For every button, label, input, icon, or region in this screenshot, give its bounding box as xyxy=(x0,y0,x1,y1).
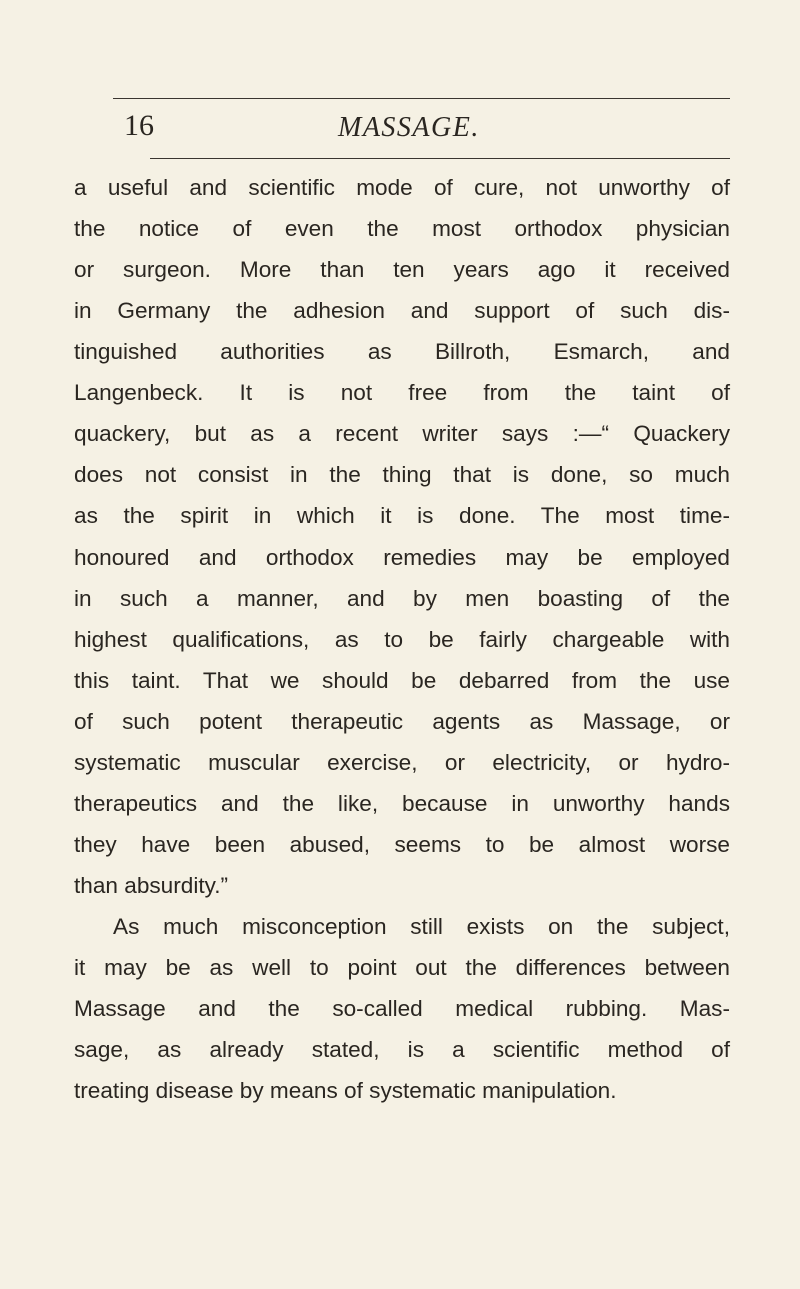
text-line: Langenbeck. It is not free from the taint of xyxy=(74,380,730,406)
text-line: does not consist in the thing that is done, so much xyxy=(74,462,730,488)
text-line: they have been abused, seems to be almost worse xyxy=(74,831,730,857)
text-line: honoured and orthodox remedies may be employed xyxy=(74,544,730,570)
text-line: it may be as well to point out the differences between xyxy=(74,954,730,980)
text-line: sage, as already stated, is a scientific method of xyxy=(74,1037,730,1062)
text-line: a useful and scientific mode of cure, not unworthy of xyxy=(74,175,730,200)
text-line: therapeutics and the like, because in unworthy hands xyxy=(74,790,730,816)
text-line: systematic muscular exercise, or electricity, or hydro- xyxy=(74,749,730,775)
text-line: or surgeon. More than ten years ago it received xyxy=(74,257,730,283)
text-line: than absurdity.” xyxy=(74,872,229,898)
text-line: as the spirit in which it is done. The most time- xyxy=(74,503,730,529)
header-rule-bottom xyxy=(150,158,730,159)
text-line: the notice of even the most orthodox physician xyxy=(74,216,730,242)
text-line: As much misconception still exists on the subject, xyxy=(113,913,730,939)
text-line: Massage and the so-called medical rubbing. Mas- xyxy=(74,996,730,1021)
text-line: tinguished authorities as Billroth, Esmarch, and xyxy=(74,339,730,365)
text-line: quackery, but as a recent writer says :—“ Quackery xyxy=(74,421,730,447)
text-line: in such a manner, and by men boasting of the xyxy=(74,585,730,611)
text-line: treating disease by means of systematic manipulation. xyxy=(74,1078,617,1104)
page-number: 16 xyxy=(124,109,154,142)
running-title: MASSAGE. xyxy=(338,112,480,143)
text-line: in Germany the adhesion and support of such dis- xyxy=(74,298,730,324)
text-line: of such potent therapeutic agents as Massage, or xyxy=(74,708,730,734)
text-line: highest qualifications, as to be fairly chargeable with xyxy=(74,626,730,652)
text-line: this taint. That we should be debarred from the use xyxy=(74,667,730,693)
header-rule-top xyxy=(113,98,730,99)
